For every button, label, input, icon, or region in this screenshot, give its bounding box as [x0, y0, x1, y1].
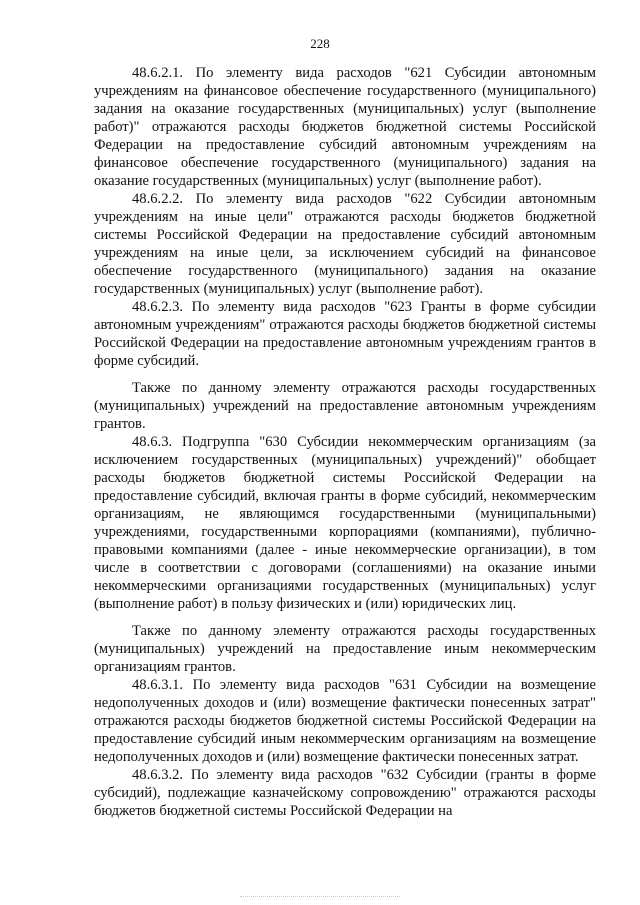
paragraph-48-6-3-2: 48.6.3.2. По элементу вида расходов "632 Субсидии (гранты в форме субсидий), подлежащие казначейскому сопровождению" отражаются расходы бюджетов бюджетной системы Российской Федерации на [94, 767, 596, 819]
paragraph-also-nonprofit-grants: Также по данному элементу отражаются расходы государственных (муниципальных) учреждений на предоставление иным некоммерческим организациям грантов. [94, 623, 596, 675]
scan-edge-divider [240, 896, 400, 897]
paragraph-48-6-3-1: 48.6.3.1. По элементу вида расходов "631 Субсидии на возмещение недополученных доходов и (или) возмещение фактически понесенных затрат" отражаются расходы бюджетов бюджетной системы Российской Федерации на предоставление субсидий иным некоммерческим организациям на возмещение недополученных доходов и (или) возмещение фактически понесенных затрат. [94, 677, 596, 765]
paragraph-48-6-3: 48.6.3. Подгруппа "630 Субсидии некоммерческим организациям (за исключением государственных (муниципальных) учреждений)" обобщает расходы бюджетов бюджетной системы Российской Федерации на предоставление субсидий, включая гранты в форме субсидий, некоммерческим организациям, не являющимся государственными (муниципальными) учреждениями, государственными корпорациями (компаниями), публично-правовыми компаниями (далее - иные некоммерческие организации), в том числе в соответствии с договорами (соглашениями) на оказание иными некоммерческими организациями государственных (муниципальных) услуг (выполнение работ) в пользу физических и (или) юридических лиц. [94, 434, 596, 612]
paragraph-48-6-2-2: 48.6.2.2. По элементу вида расходов "622 Субсидии автономным учреждениям на иные цели" отражаются расходы бюджетов бюджетной системы Российской Федерации на предоставление субсидий автономным учреждениям на иные цели, за исключением субсидий на финансовое обеспечение государственного (муниципального) задания на оказание государственных (муниципальных) услуг (выполнение работ). [94, 191, 596, 297]
paragraph-48-6-2-3: 48.6.2.3. По элементу вида расходов "623 Гранты в форме субсидии автономным учреждениям" отражаются расходы бюджетов бюджетной системы Российской Федерации на предоставление автономным учреждениям грантов в форме субсидий. [94, 299, 596, 369]
paragraph-48-6-2-1: 48.6.2.1. По элементу вида расходов "621 Субсидии автономным учреждениям на финансовое обеспечение государственного (муниципального) задания на оказание государственных (муниципальных) услуг (выполнение работ)" отражаются расходы бюджетов бюджетной системы Российской Федерации на предоставление субсидий автономным учреждениям на финансовое обеспечение государственного (муниципального) задания на оказание государственных (муниципальных) услуг (выполнение работ). [94, 65, 596, 189]
document-body [94, 64, 596, 820]
page-number: 228 [310, 36, 330, 51]
paragraph-also-autonomous-grants: Также по данному элементу отражаются расходы государственных (муниципальных) учреждений на предоставление автономным учреждениям грантов. [94, 380, 596, 432]
